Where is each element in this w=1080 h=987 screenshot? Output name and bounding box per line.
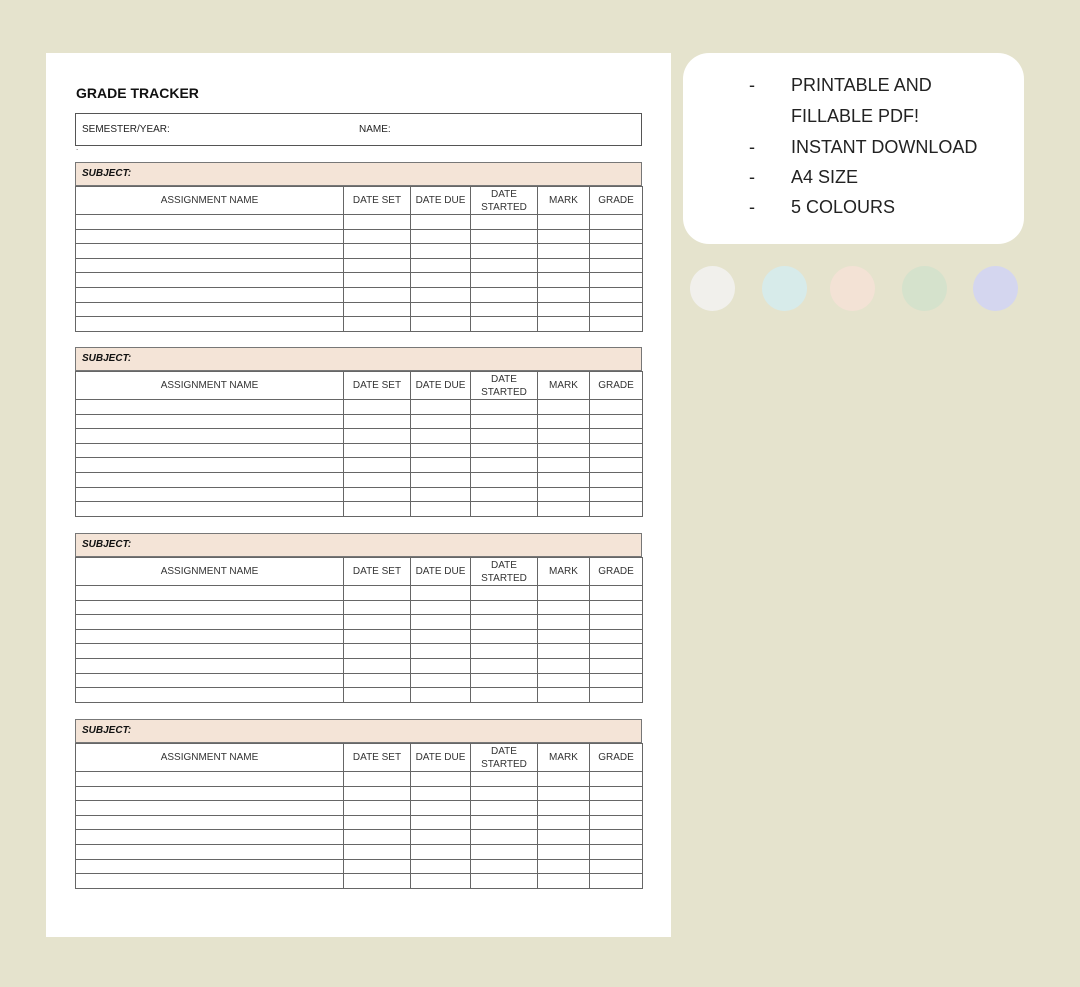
table-cell[interactable] [590,786,643,801]
table-cell[interactable] [76,658,344,673]
table-cell[interactable] [538,830,590,845]
column-header: ASSIGNMENT NAME [76,744,344,772]
info-box [75,113,642,146]
table-cell[interactable] [76,443,344,458]
table-cell[interactable] [344,859,411,874]
table-cell[interactable] [344,644,411,659]
subject-block [75,533,642,703]
table-cell[interactable] [471,472,538,487]
column-header: MARK [538,372,590,400]
table-cell[interactable] [411,801,471,816]
table-cell[interactable] [344,874,411,889]
column-header: DATE DUE [411,187,471,215]
table-cell[interactable] [76,458,344,473]
colour-swatch-peach[interactable] [830,266,875,311]
subject-block [75,719,642,889]
table-cell[interactable] [471,673,538,688]
table-row [76,472,643,487]
table-cell[interactable] [411,502,471,517]
table-cell[interactable] [76,302,344,317]
table-cell[interactable] [471,644,538,659]
table-cell[interactable] [538,443,590,458]
table-cell[interactable] [344,244,411,259]
table-cell[interactable] [590,443,643,458]
table-cell[interactable] [590,815,643,830]
feature-text: A4 SIZE [791,167,859,187]
table-cell[interactable] [538,600,590,615]
table-cell[interactable] [411,244,471,259]
column-header: GRADE [590,744,643,772]
page-title: GRADE TRACKER [76,85,199,101]
feature-text: PRINTABLE AND [791,75,932,95]
assignment-table [75,743,643,889]
table-cell[interactable] [344,472,411,487]
table-row [76,874,643,889]
column-header: MARK [538,744,590,772]
column-header: ASSIGNMENT NAME [76,558,344,586]
table-cell[interactable] [538,244,590,259]
table-cell[interactable] [76,673,344,688]
table-row [76,658,643,673]
table-cell[interactable] [538,688,590,703]
table-row [76,615,643,630]
table-row [76,400,643,415]
column-header: DATE DUE [411,372,471,400]
feature-text: INSTANT DOWNLOAD [791,137,978,157]
table-row [76,273,643,288]
table-cell[interactable] [76,844,344,859]
table-cell[interactable] [411,859,471,874]
table-cell[interactable] [76,414,344,429]
table-cell[interactable] [411,673,471,688]
column-header: ASSIGNMENT NAME [76,187,344,215]
table-cell[interactable] [590,801,643,816]
bullet-dash: - [749,75,755,95]
column-header: GRADE [590,372,643,400]
table-cell[interactable] [471,586,538,601]
column-header: DATE SET [344,744,411,772]
table-cell[interactable] [471,258,538,273]
table-cell[interactable] [411,772,471,787]
table-cell[interactable] [411,658,471,673]
table-cell[interactable] [471,629,538,644]
table-cell[interactable] [538,229,590,244]
table-cell[interactable] [411,317,471,332]
subject-label: SUBJECT: [75,719,642,743]
table-cell[interactable] [590,629,643,644]
table-cell[interactable] [538,629,590,644]
column-header: DATE DUE [411,558,471,586]
table-row [76,244,643,259]
table-cell[interactable] [471,443,538,458]
table-cell[interactable] [471,772,538,787]
table-cell[interactable] [538,258,590,273]
table-cell[interactable] [590,229,643,244]
table-cell[interactable] [471,429,538,444]
table-cell[interactable] [411,287,471,302]
table-cell[interactable] [411,429,471,444]
table-cell[interactable] [538,302,590,317]
table-row [76,258,643,273]
table-cell[interactable] [471,302,538,317]
table-cell[interactable] [344,317,411,332]
table-cell[interactable] [344,772,411,787]
table-cell[interactable] [471,615,538,630]
table-cell[interactable] [76,400,344,415]
table-cell[interactable] [538,287,590,302]
table-cell[interactable] [471,786,538,801]
table-cell[interactable] [344,586,411,601]
subject-block [75,162,642,332]
stray-dot: . [76,143,79,152]
table-cell[interactable] [76,859,344,874]
table-cell[interactable] [411,273,471,288]
table-cell[interactable] [590,658,643,673]
column-header: DATE SET [344,372,411,400]
table-cell[interactable] [590,859,643,874]
table-cell[interactable] [76,487,344,502]
table-cell[interactable] [538,859,590,874]
table-cell[interactable] [538,615,590,630]
table-row [76,302,643,317]
feature-text: FILLABLE PDF! [791,106,920,126]
table-cell[interactable] [590,458,643,473]
bullet-dash: - [749,197,755,217]
table-cell[interactable] [471,458,538,473]
assignment-table [75,371,643,517]
table-cell[interactable] [76,244,344,259]
table-cell[interactable] [76,688,344,703]
table-cell[interactable] [590,772,643,787]
table-cell[interactable] [76,772,344,787]
table-cell[interactable] [471,688,538,703]
table-row [76,772,643,787]
table-cell[interactable] [411,830,471,845]
table-cell[interactable] [538,586,590,601]
table-cell[interactable] [76,874,344,889]
table-cell[interactable] [76,472,344,487]
column-header: DATE SET [344,187,411,215]
table-cell[interactable] [411,400,471,415]
table-cell[interactable] [411,644,471,659]
subject-label: SUBJECT: [75,533,642,557]
table-cell[interactable] [590,644,643,659]
table-cell[interactable] [471,815,538,830]
table-cell[interactable] [344,273,411,288]
table-cell[interactable] [590,673,643,688]
column-header: MARK [538,558,590,586]
table-cell[interactable] [76,830,344,845]
table-cell[interactable] [344,258,411,273]
table-cell[interactable] [344,801,411,816]
table-row [76,859,643,874]
table-cell[interactable] [76,429,344,444]
table-row [76,429,643,444]
column-header: ASSIGNMENT NAME [76,372,344,400]
table-row [76,629,643,644]
table-cell[interactable] [344,673,411,688]
table-cell[interactable] [76,629,344,644]
table-cell[interactable] [538,786,590,801]
table-row [76,443,643,458]
table-cell[interactable] [471,287,538,302]
table-cell[interactable] [411,586,471,601]
table-cell[interactable] [76,786,344,801]
column-header: GRADE [590,558,643,586]
table-cell[interactable] [411,229,471,244]
table-cell[interactable] [344,615,411,630]
table-cell[interactable] [538,414,590,429]
table-cell[interactable] [344,287,411,302]
table-cell[interactable] [76,615,344,630]
name-label: NAME: [359,124,391,135]
semester-year-label: SEMESTER/YEAR: [82,124,170,135]
table-cell[interactable] [76,229,344,244]
table-cell[interactable] [590,688,643,703]
table-cell[interactable] [590,487,643,502]
table-cell[interactable] [471,600,538,615]
table-cell[interactable] [538,215,590,230]
column-header: MARK [538,187,590,215]
table-cell[interactable] [76,801,344,816]
table-cell[interactable] [590,830,643,845]
table-cell[interactable] [411,600,471,615]
table-cell[interactable] [76,258,344,273]
table-cell[interactable] [411,815,471,830]
table-cell[interactable] [411,443,471,458]
table-cell[interactable] [76,287,344,302]
table-cell[interactable] [411,258,471,273]
table-cell[interactable] [76,815,344,830]
table-cell[interactable] [76,502,344,517]
table-cell[interactable] [538,844,590,859]
table-cell[interactable] [344,429,411,444]
bullet-dash: - [749,167,755,187]
table-cell[interactable] [471,244,538,259]
table-row [76,317,643,332]
colour-swatch-sage[interactable] [902,266,947,311]
table-cell[interactable] [411,874,471,889]
table-cell[interactable] [590,302,643,317]
table-cell[interactable] [590,215,643,230]
table-row [76,287,643,302]
table-cell[interactable] [411,844,471,859]
table-cell[interactable] [590,502,643,517]
table-row [76,801,643,816]
colour-swatch-lavender[interactable] [973,266,1018,311]
table-cell[interactable] [590,244,643,259]
table-cell[interactable] [411,487,471,502]
table-cell[interactable] [411,472,471,487]
column-header: DATE DUE [411,744,471,772]
table-cell[interactable] [344,487,411,502]
column-header: DATE STARTED [471,372,538,400]
table-cell[interactable] [76,644,344,659]
table-cell[interactable] [471,273,538,288]
table-cell[interactable] [344,658,411,673]
table-cell[interactable] [411,688,471,703]
table-cell[interactable] [471,844,538,859]
table-row [76,830,643,845]
table-row [76,673,643,688]
table-cell[interactable] [76,600,344,615]
table-cell[interactable] [344,844,411,859]
table-cell[interactable] [471,400,538,415]
table-cell[interactable] [538,801,590,816]
table-cell[interactable] [471,215,538,230]
table-row [76,502,643,517]
table-cell[interactable] [344,830,411,845]
table-cell[interactable] [471,830,538,845]
table-cell[interactable] [538,273,590,288]
table-row [76,414,643,429]
table-cell[interactable] [538,658,590,673]
table-row [76,786,643,801]
table-cell[interactable] [76,586,344,601]
table-cell[interactable] [538,400,590,415]
table-cell[interactable] [471,658,538,673]
table-cell[interactable] [471,487,538,502]
table-cell[interactable] [471,859,538,874]
table-cell[interactable] [344,400,411,415]
table-cell[interactable] [590,414,643,429]
table-cell[interactable] [344,443,411,458]
table-cell[interactable] [76,273,344,288]
table-row [76,844,643,859]
features-card [683,53,1024,244]
table-cell[interactable] [411,786,471,801]
table-cell[interactable] [471,874,538,889]
table-row [76,815,643,830]
table-cell[interactable] [538,502,590,517]
table-cell[interactable] [471,801,538,816]
table-row [76,229,643,244]
table-cell[interactable] [471,317,538,332]
table-cell[interactable] [538,644,590,659]
table-cell[interactable] [590,600,643,615]
assignment-table [75,557,643,703]
table-cell[interactable] [76,317,344,332]
table-cell[interactable] [471,229,538,244]
table-cell[interactable] [538,429,590,444]
table-cell[interactable] [590,317,643,332]
table-cell[interactable] [344,629,411,644]
table-cell[interactable] [590,400,643,415]
table-cell[interactable] [471,414,538,429]
table-row [76,487,643,502]
column-header: DATE STARTED [471,744,538,772]
table-cell[interactable] [538,458,590,473]
table-row [76,600,643,615]
table-cell[interactable] [344,414,411,429]
feature-text: 5 COLOURS [791,197,896,217]
table-cell[interactable] [344,815,411,830]
colour-swatch-light-blue[interactable] [762,266,807,311]
bullet-dash: - [749,137,755,157]
table-cell[interactable] [344,786,411,801]
table-row [76,688,643,703]
assignment-table [75,186,643,332]
table-cell[interactable] [344,600,411,615]
table-cell[interactable] [344,458,411,473]
colour-swatch-off-white[interactable] [690,266,735,311]
table-cell[interactable] [411,215,471,230]
table-row [76,458,643,473]
table-cell[interactable] [590,844,643,859]
table-cell[interactable] [590,273,643,288]
table-cell[interactable] [344,229,411,244]
table-row [76,215,643,230]
subject-block [75,347,642,517]
table-cell[interactable] [411,414,471,429]
table-row [76,644,643,659]
table-cell[interactable] [538,487,590,502]
column-header: DATE STARTED [471,187,538,215]
table-cell[interactable] [590,472,643,487]
table-cell[interactable] [76,215,344,230]
table-cell[interactable] [471,502,538,517]
table-cell[interactable] [590,429,643,444]
table-cell[interactable] [590,287,643,302]
printable-page [46,53,671,937]
subject-label: SUBJECT: [75,347,642,371]
table-cell[interactable] [344,688,411,703]
table-cell[interactable] [590,258,643,273]
column-header: DATE SET [344,558,411,586]
table-cell[interactable] [411,458,471,473]
table-cell[interactable] [344,302,411,317]
subject-label: SUBJECT: [75,162,642,186]
table-cell[interactable] [411,629,471,644]
table-cell[interactable] [590,586,643,601]
table-cell[interactable] [590,615,643,630]
table-cell[interactable] [411,615,471,630]
column-header: GRADE [590,187,643,215]
table-cell[interactable] [590,874,643,889]
table-cell[interactable] [538,472,590,487]
table-row [76,586,643,601]
table-cell[interactable] [344,215,411,230]
table-cell[interactable] [538,673,590,688]
table-cell[interactable] [538,317,590,332]
table-cell[interactable] [411,302,471,317]
table-cell[interactable] [344,502,411,517]
table-cell[interactable] [538,772,590,787]
table-cell[interactable] [538,815,590,830]
table-cell[interactable] [538,874,590,889]
column-header: DATE STARTED [471,558,538,586]
